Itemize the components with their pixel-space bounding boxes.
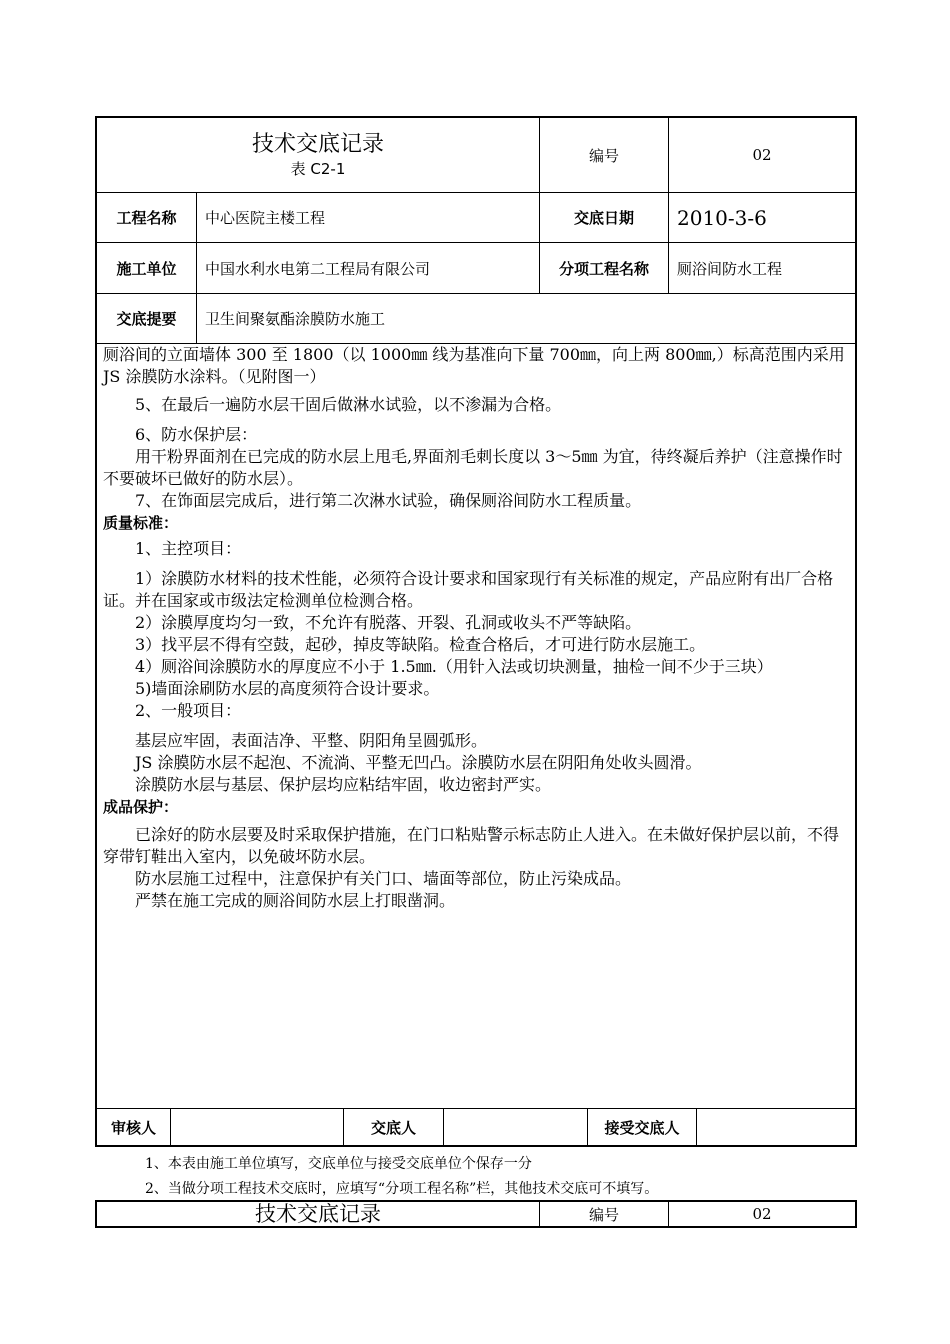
paragraph: 2）涂膜厚度均匀一致，不允许有脱落、开裂、孔洞或收头不严等缺陷。 (135, 613, 642, 632)
number-value: 02 (752, 146, 772, 164)
discloser-label: 交底人 (370, 1118, 416, 1137)
disclosure-content (103, 344, 851, 912)
paragraph: 5)墙面涂刷防水层的高度须符合设计要求。 (135, 679, 440, 698)
paragraph: 已涂好的防水层要及时采取保护措施，在门口粘贴警示标志防止人进入。在未做好保护层以前，不得穿带钉鞋出入室内，以免破坏防水层。 (103, 825, 840, 866)
paragraph: 涂膜防水层与基层、保护层均应粘结牢固，收边密封严实。 (135, 775, 552, 794)
paragraph: 厕浴间的立面墙体 300 至 1800（以 1000㎜ 线为基准向下量 700㎜，向上两 800㎜,）标高范围内采用 JS 涂膜防水涂料。（见附图一） (103, 345, 845, 386)
number-value: 02 (752, 1205, 772, 1223)
date-value: 2010-3-6 (677, 205, 767, 230)
paragraph: JS 涂膜防水层不起泡、不流淌、平整无凹凸。涂膜防水层在阴阳角处收头圆滑。 (135, 753, 702, 772)
paragraph: 1、主控项目： (135, 539, 242, 558)
unit-label: 施工单位 (116, 259, 177, 278)
quality-heading: 质量标准： (103, 514, 179, 532)
paragraph: 用干粉界面剂在已完成的防水层上甩毛,界面剂毛刺长度以 3～5㎜ 为宜，待终凝后养护（注意操作时不要破坏已做好的防水层）。 (103, 447, 843, 488)
paragraph: 严禁在施工完成的厕浴间防水层上打眼凿洞。 (135, 891, 456, 910)
paragraph: 防水层施工过程中，注意保护有关门口、墙面等部位，防止污染成品。 (135, 869, 632, 888)
summary-value: 卫生间聚氨酯涂膜防水施工 (205, 310, 386, 328)
summary-label: 交底提要 (116, 310, 177, 328)
unit-value: 中国水利水电第二工程局有限公司 (205, 259, 431, 278)
note: 1、本表由施工单位填写，交底单位与接受交底单位个保存一分 (145, 1156, 532, 1172)
number-label: 编号 (588, 146, 619, 165)
project-value: 中心医院主楼工程 (205, 209, 326, 227)
subitem-label: 分项工程名称 (558, 259, 649, 278)
form-code: 表 C2-1 (290, 160, 346, 178)
number-label: 编号 (588, 1205, 619, 1224)
paragraph: 3）找平层不得有空鼓，起砂，掉皮等缺陷。检查合格后，才可进行防水层施工。 (135, 635, 706, 654)
paragraph: 基层应牢固，表面洁净、平整、阴阳角呈圆弧形。 (135, 731, 488, 750)
note: 2、当做分项工程技术交底时，应填写“分项工程名称”栏，其他技术交底可不填写。 (145, 1181, 659, 1197)
paragraph: 4）厕浴间涂膜防水的厚度应不小于 1.5㎜.（用针入法或切块测量，抽检一间不少于三块） (135, 657, 773, 676)
receiver-label: 接受交底人 (604, 1118, 680, 1137)
paragraph: 2、一般项目： (135, 701, 242, 720)
page-title: 技术交底记录 (255, 1202, 381, 1226)
reviewer-signature-field[interactable] (171, 1109, 343, 1145)
paragraph: 7、在饰面层完成后，进行第二次淋水试验，确保厕浴间防水工程质量。 (135, 491, 642, 510)
discloser-signature-field[interactable] (444, 1109, 587, 1145)
page-title: 技术交底记录 (251, 132, 384, 157)
paragraph: 6、防水保护层： (135, 425, 258, 444)
project-label: 工程名称 (116, 209, 177, 227)
date-label: 交底日期 (573, 209, 634, 227)
subitem-value: 厕浴间防水工程 (677, 259, 783, 278)
reviewer-label: 审核人 (110, 1118, 156, 1137)
title-block (97, 118, 539, 192)
paragraph: 1）涂膜防水材料的技术性能，必须符合设计要求和国家现行有关标准的规定，产品应附有出厂合格证。并在国家或市级法定检测单位检测合格。 (103, 569, 834, 610)
receiver-signature-field[interactable] (697, 1109, 855, 1145)
protection-heading: 成品保护： (103, 798, 179, 816)
paragraph: 5、在最后一遍防水层干固后做淋水试验，以不渗漏为合格。 (135, 395, 562, 414)
